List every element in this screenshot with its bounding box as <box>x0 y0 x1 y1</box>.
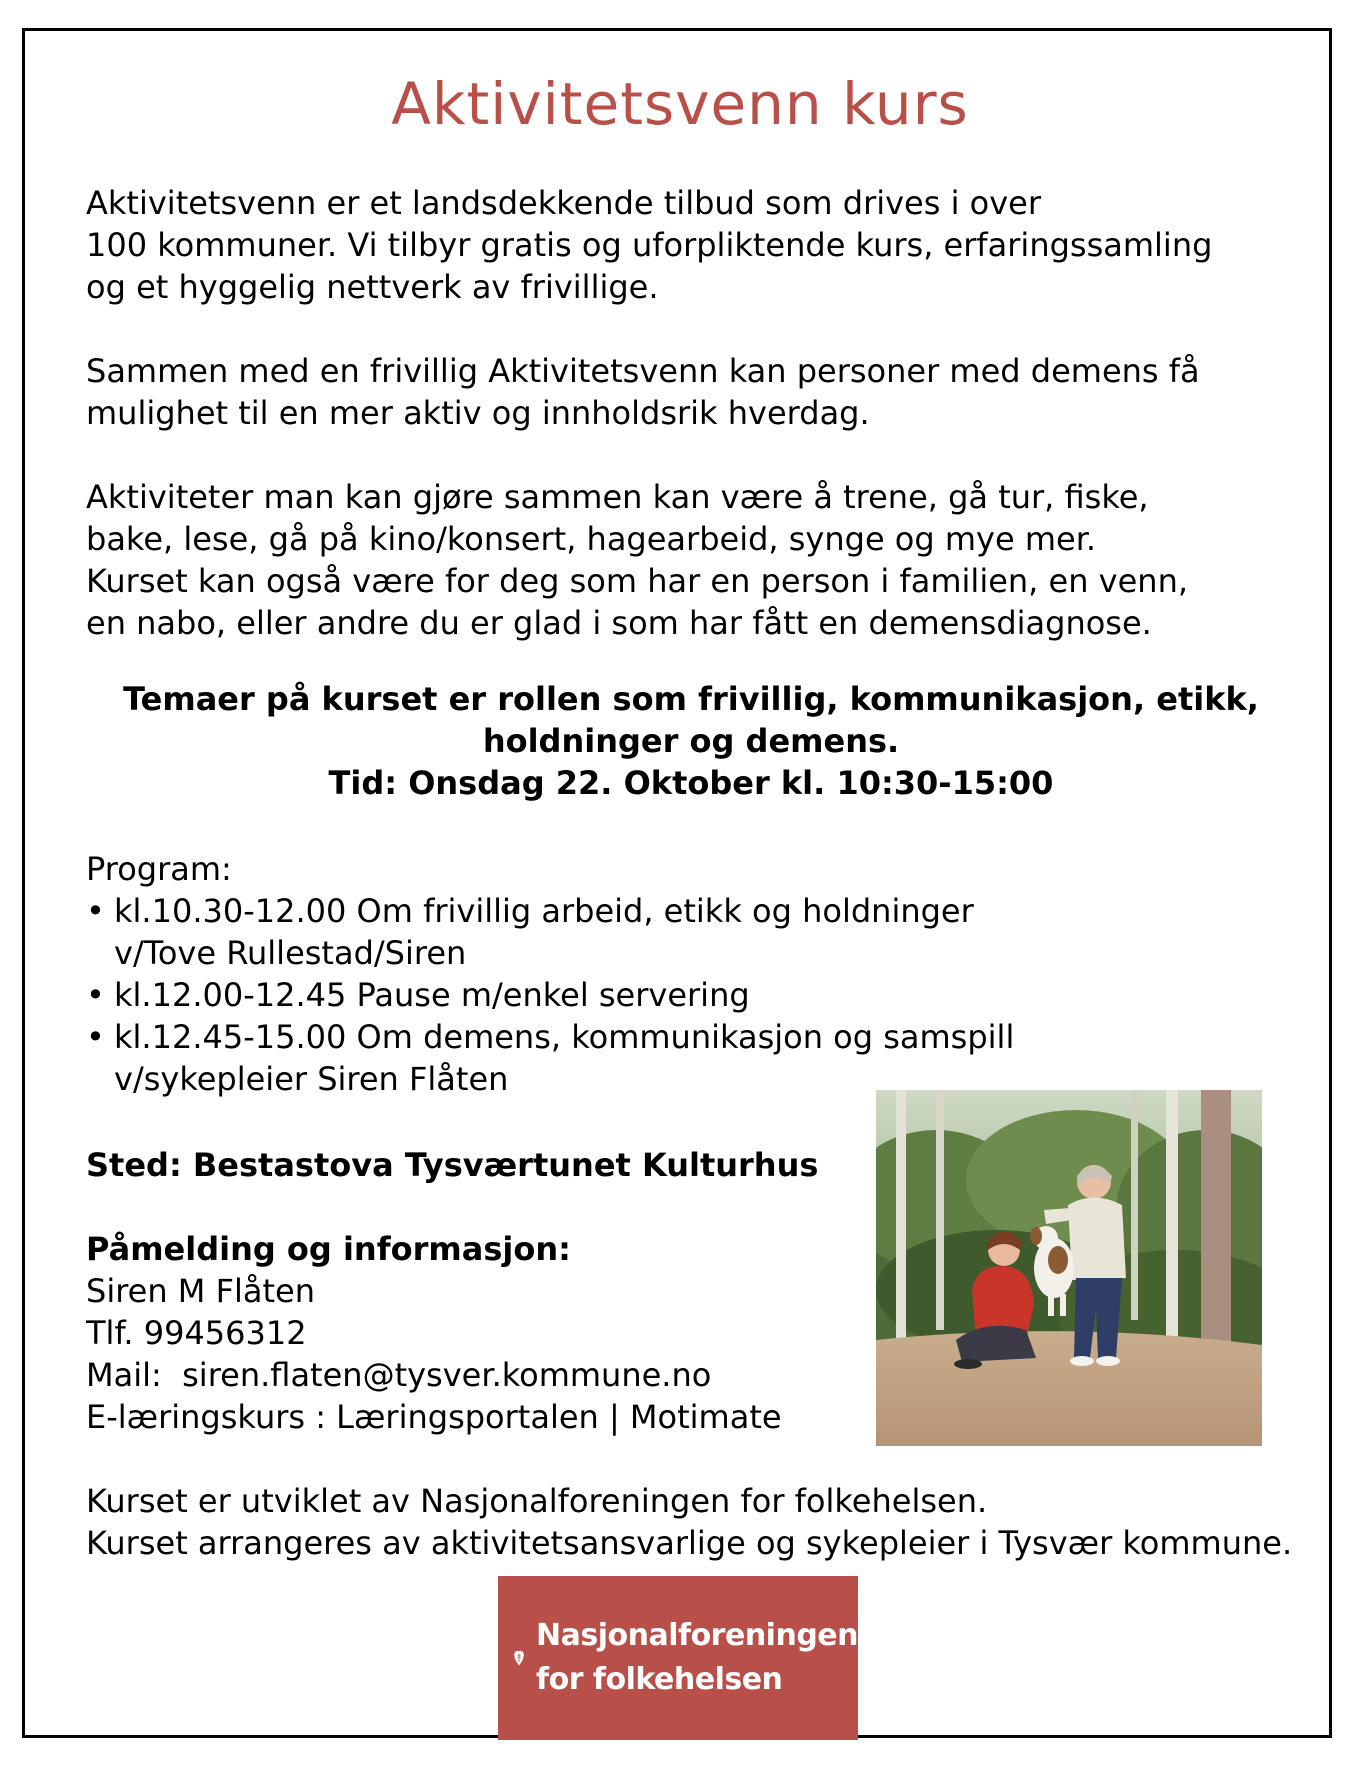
logo-line: Nasjonalforeningen <box>536 1618 858 1653</box>
program-list <box>86 890 1086 1100</box>
program-section <box>86 848 1086 1100</box>
page-title: Aktivitetsvenn kurs <box>391 70 969 138</box>
themes-line: holdninger og demens. <box>482 722 900 760</box>
contact-phone: Tlf. 99456312 <box>86 1314 307 1352</box>
activities-line: Aktiviteter man kan gjøre sammen kan være å trene, gå tur, fiske, <box>86 478 1149 516</box>
intro-line: Aktivitetsvenn er et landsdekkende tilbud som drives i over <box>86 184 1041 222</box>
footer-line: Kurset arrangeres av aktivitetsansvarlige og sykepleier i Tysvær kommune. <box>86 1524 1293 1562</box>
program-item-time: kl.12.45-15.00 Om demens, kommunikasjon og samspill <box>114 1018 1015 1056</box>
footer-text <box>86 1480 1306 1564</box>
activities-paragraph <box>86 476 1296 644</box>
activities-line: bake, lese, gå på kino/konsert, hagearbeid, synge og mye mer. <box>86 520 1097 558</box>
footer-line: Kurset er utviklet av Nasjonalforeningen for folkehelsen. <box>86 1482 988 1520</box>
contact-heading: Påmelding og informasjon: <box>86 1230 571 1268</box>
program-item-time: kl.12.00-12.45 Pause m/enkel servering <box>114 976 750 1014</box>
activity-photo <box>876 1090 1262 1446</box>
time-line: Tid: Onsdag 22. Oktober kl. 10:30-15:00 <box>328 764 1054 802</box>
program-item-time: kl.10.30-12.00 Om frivillig arbeid, etikk og holdninger <box>114 892 974 930</box>
location-text: Sted: Bestastova Tysværtunet Kulturhus <box>86 1146 819 1184</box>
contact-name: Siren M Flåten <box>86 1272 315 1310</box>
themes-block <box>86 678 1296 804</box>
logo-text <box>536 1614 858 1702</box>
intro-line: og et hyggelig nettverk av frivillige. <box>86 268 659 306</box>
program-item-speaker: v/Tove Rullestad/Siren <box>114 934 467 972</box>
program-item-speaker: v/sykepleier Siren Flåten <box>114 1060 509 1098</box>
activities-line: Kurset kan også være for deg som har en person i familien, en venn, <box>86 562 1189 600</box>
contact-section <box>86 1228 782 1438</box>
program-item <box>86 890 1086 974</box>
program-heading: Program: <box>86 850 232 888</box>
activities-line: en nabo, eller andre du er glad i som har fått en demensdiagnose. <box>86 604 1152 642</box>
themes-line: Temaer på kurset er rollen som frivillig, kommunikasjon, etikk, <box>123 680 1259 718</box>
program-item <box>86 1016 1086 1100</box>
intro-paragraph <box>86 182 1296 308</box>
heart-cross-icon <box>514 1599 524 1717</box>
program-item <box>86 974 1086 1016</box>
dementia-line: Sammen med en frivillig Aktivitetsvenn kan personer med demens få <box>86 352 1200 390</box>
nasjonalforeningen-logo <box>498 1576 858 1740</box>
intro-line: 100 kommuner. Vi tilbyr gratis og uforpliktende kurs, erfaringssamling <box>86 226 1213 264</box>
logo-line: for folkehelsen <box>536 1662 783 1697</box>
dementia-line: mulighet til en mer aktiv og innholdsrik hverdag. <box>86 394 870 432</box>
contact-mail[interactable]: Mail: siren.flaten@tysver.kommune.no <box>86 1356 712 1394</box>
elearning-links[interactable]: E-læringskurs : Læringsportalen | Motimate <box>86 1398 782 1436</box>
dementia-paragraph <box>86 350 1296 434</box>
